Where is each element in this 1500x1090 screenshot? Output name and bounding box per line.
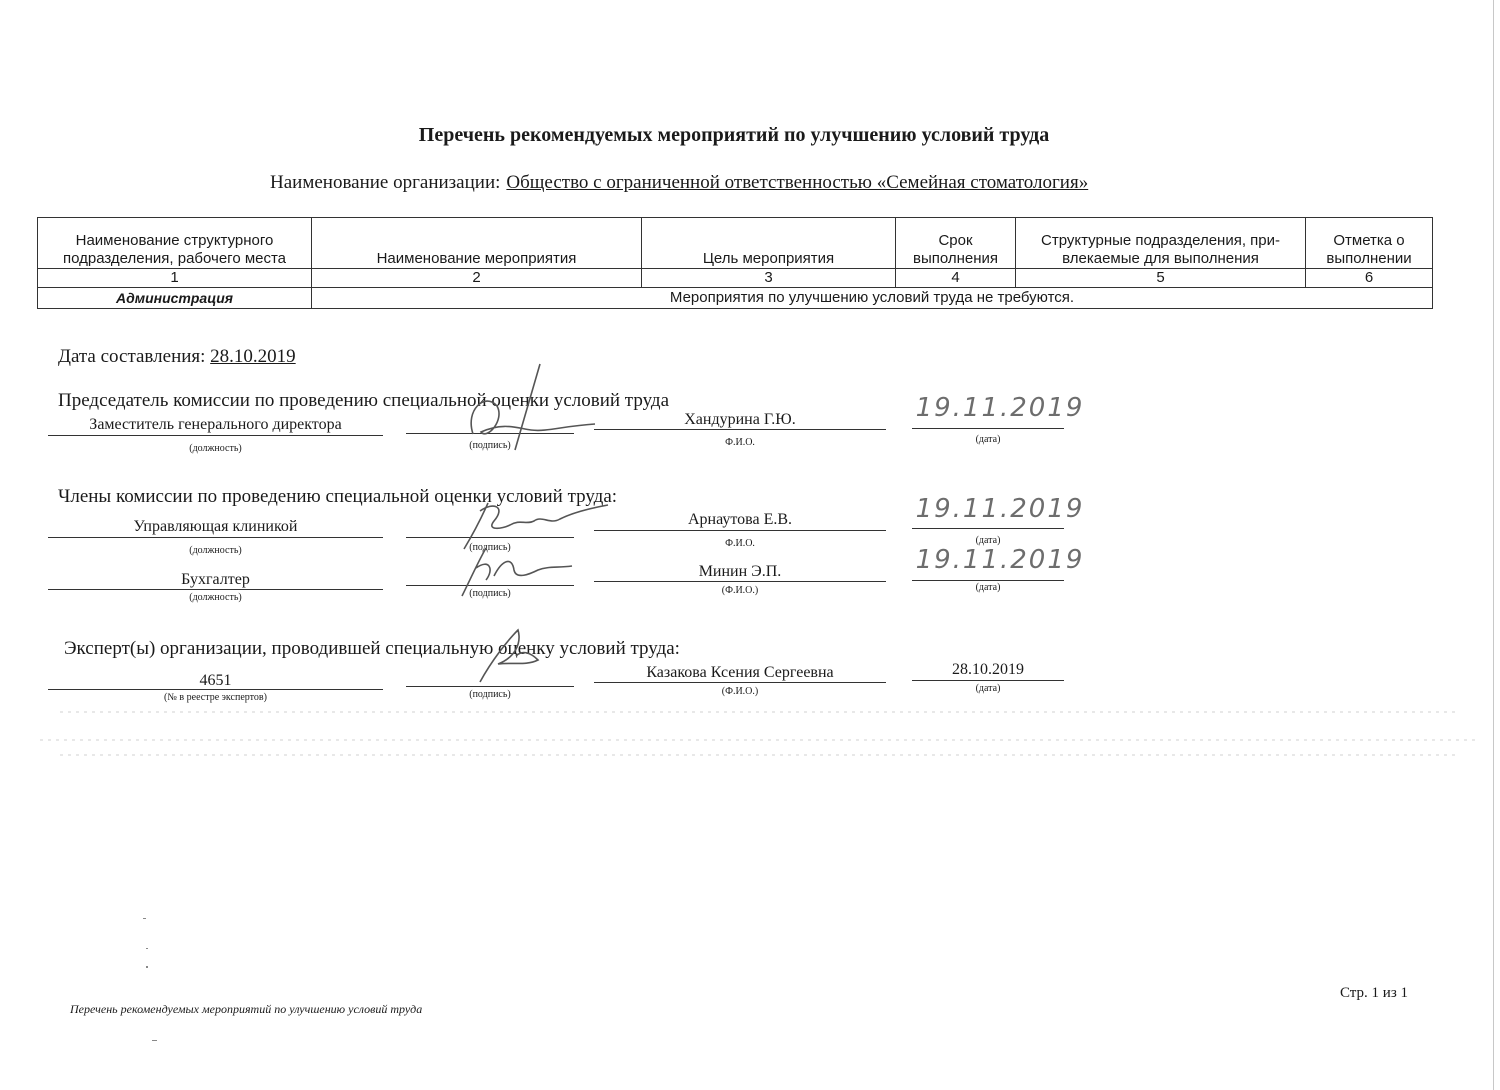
position-caption: (должность)	[189, 545, 242, 556]
chairman-signature	[445, 362, 615, 462]
expert-date: 28.10.2019	[952, 661, 1024, 678]
member-position: Управляющая клиникой	[133, 518, 298, 535]
measures-note-cell: Мероприятия по улучшению условий труда не требуются.	[312, 288, 1433, 309]
date-caption: (дата)	[975, 434, 1001, 445]
date-compiled-label: Дата составления:	[58, 346, 206, 367]
date-caption: (дата)	[975, 535, 1001, 546]
column-number: 2	[312, 269, 642, 288]
header-cell: Цель мероприятия	[642, 218, 896, 269]
signature-caption: (подпись)	[469, 542, 511, 553]
column-number: 3	[642, 269, 896, 288]
chairman-position: Заместитель генерального директора	[89, 416, 342, 433]
header-cell: Наименование структурного подразделения, рабочего места	[38, 218, 312, 269]
header-cell: Отметка о выполнении	[1306, 218, 1433, 269]
table-number-row	[38, 269, 1433, 288]
name-line	[594, 530, 886, 531]
date-line	[912, 528, 1064, 529]
measures-table	[37, 217, 1433, 309]
position-caption: (должность)	[189, 592, 242, 603]
column-number: 5	[1016, 269, 1306, 288]
registry-caption: (№ в реестре экспертов)	[164, 692, 267, 703]
date-line	[912, 428, 1064, 429]
document-title: Перечень рекомендуемых мероприятий по улучшению условий труда	[418, 124, 1050, 146]
members-heading: Члены комиссии по проведению специальной оценки условий труда:	[58, 486, 618, 507]
department-cell: Администрация	[38, 288, 312, 309]
member-date: 19.11.2019	[915, 545, 1085, 575]
date-caption: (дата)	[975, 582, 1001, 593]
signature-caption: (подпись)	[469, 440, 511, 451]
expert-registry-number: 4651	[199, 672, 232, 689]
column-number: 4	[896, 269, 1016, 288]
organization-name: Общество с ограниченной ответственностью «Семейная стоматология»	[506, 172, 1089, 193]
table-row	[38, 288, 1433, 309]
signature-caption: (подпись)	[469, 588, 511, 599]
member-name: Минин Э.П.	[698, 563, 782, 580]
date-compiled	[58, 346, 296, 368]
position-line	[48, 537, 383, 538]
organization-line	[270, 172, 1088, 194]
expert-heading: Эксперт(ы) организации, проводившей специальную оценку условий труда:	[64, 638, 680, 659]
name-line	[594, 429, 886, 430]
footer-document-name: Перечень рекомендуемых мероприятий по улучшению условий труда	[70, 1002, 423, 1016]
member-date: 19.11.2019	[915, 494, 1085, 524]
position-line	[48, 589, 383, 590]
column-number: 6	[1306, 269, 1433, 288]
chairman-name: Хандурина Г.Ю.	[684, 411, 796, 428]
position-line	[48, 435, 383, 436]
organization-label: Наименование организации:	[270, 172, 501, 193]
expert-name: Казакова Ксения Сергеевна	[646, 664, 834, 681]
header-cell: Наименование мероприятия	[312, 218, 642, 269]
member-position: Бухгалтер	[181, 571, 250, 588]
signature-caption: (подпись)	[469, 689, 511, 700]
table-header-row	[38, 218, 1433, 269]
chairman-date: 19.11.2019	[915, 393, 1085, 423]
page-number: Стр. 1 из 1	[1340, 985, 1408, 1001]
name-caption: (Ф.И.О.)	[721, 585, 759, 596]
name-caption: Ф.И.О.	[725, 538, 755, 549]
date-compiled-value: 28.10.2019	[210, 346, 296, 367]
date-line	[912, 580, 1064, 581]
column-number: 1	[38, 269, 312, 288]
chairman-heading: Председатель комиссии по проведению специальной оценки условий труда	[58, 390, 669, 411]
header-cell: Структурные подразделения, при-влекаемые для выполнения	[1016, 218, 1306, 269]
member-signature	[440, 540, 580, 605]
position-caption: (должность)	[189, 443, 242, 454]
date-caption: (дата)	[975, 683, 1001, 694]
name-caption: (Ф.И.О.)	[721, 686, 759, 697]
name-caption: Ф.И.О.	[725, 437, 755, 448]
member-name: Арнаутова Е.В.	[687, 511, 793, 528]
name-line	[594, 581, 886, 582]
header-cell: Срок выполнения	[896, 218, 1016, 269]
